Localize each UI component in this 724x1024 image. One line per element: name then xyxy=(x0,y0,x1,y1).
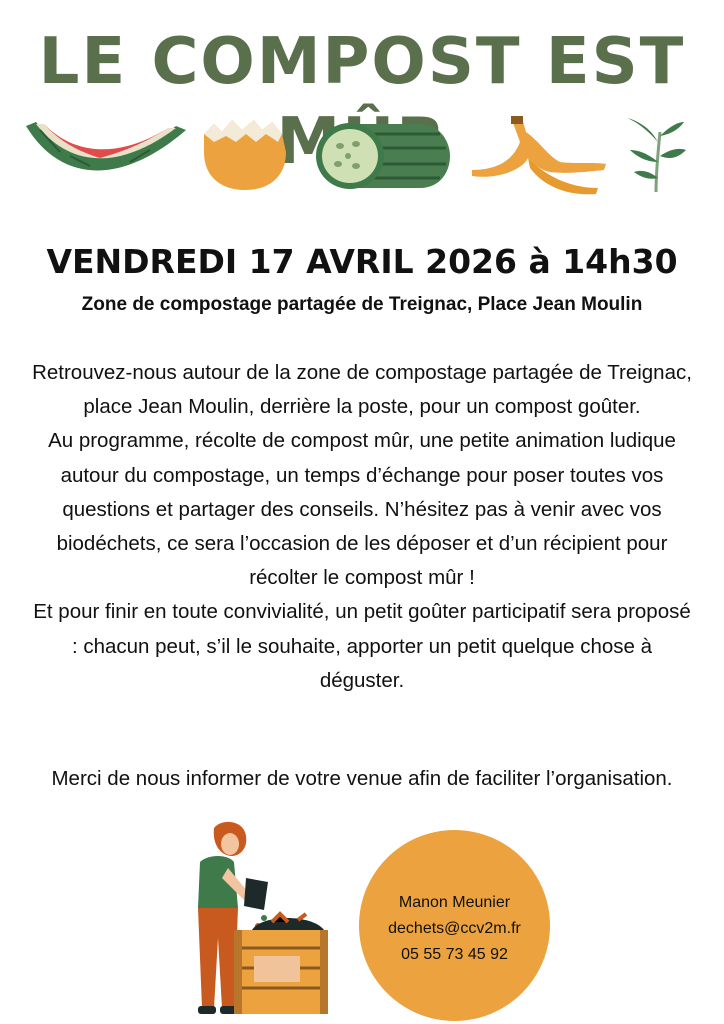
compost-items-illustration xyxy=(0,112,724,202)
contact-name: Manon Meunier xyxy=(398,893,511,911)
event-description xyxy=(30,356,694,698)
program-paragraph: Au programme, récolte de compost mûr, une petite animation ludique autour du compostage, un temps d’échange pour poser toutes vos questions et partager des conseils. N’hésitez pas à venir avec vos biodéchets, ce sera l’occasion de les déposer et d’un récipient pour récolter le compost mûr ! xyxy=(48,429,676,590)
snack-paragraph: Et pour finir en toute convivialité, un petit goûter participatif sera proposé : chacun peut, s’il le souhaite, apporter un petit quelque chose à déguster. xyxy=(33,600,691,692)
gardener-composting-illustration xyxy=(172,818,342,1018)
watermelon-icon xyxy=(26,122,186,170)
event-location: Zone de compostage partagée de Treignac, Place Jean Moulin xyxy=(81,294,643,315)
rsvp-note: Merci de nous informer de votre venue afin de faciliter l’organisation. xyxy=(51,767,673,790)
contact-circle xyxy=(359,830,550,1021)
intro-paragraph: Retrouvez-nous autour de la zone de compostage partagée de Treignac, place Jean Moulin, derrière la poste, pour un compost goûter. xyxy=(32,361,692,419)
event-date-time: VENDREDI 17 AVRIL 2026 à 14h30 xyxy=(46,242,678,281)
plant-sprout-icon xyxy=(628,118,686,192)
cucumber-icon xyxy=(316,123,450,189)
banana-peel-icon xyxy=(472,116,606,194)
poster-title: LE COMPOST EST xyxy=(38,25,686,99)
contact-email[interactable]: dechets@ccv2m.fr xyxy=(388,919,521,937)
contact-phone[interactable]: 05 55 73 45 92 xyxy=(401,945,508,963)
eggshell-icon xyxy=(204,120,286,190)
